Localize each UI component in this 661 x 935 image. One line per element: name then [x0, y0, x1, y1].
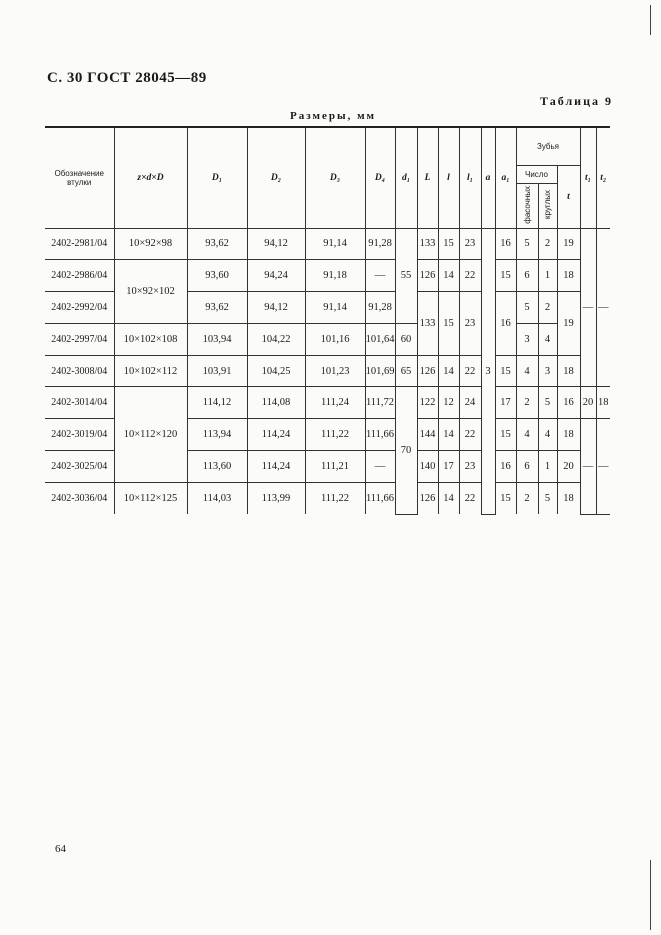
cell-t: 19 — [557, 292, 580, 356]
cell-D3: 111,21 — [305, 451, 365, 483]
cell-round: 3 — [538, 355, 557, 387]
header-round-label: круглых — [543, 189, 552, 220]
header-D1: D₁ — [187, 127, 247, 228]
table-row — [45, 387, 610, 419]
cell-d1: 55 — [395, 228, 417, 323]
cell-l: 12 — [438, 387, 459, 419]
cell-zdD: 10×102×108 — [114, 323, 187, 355]
cell-designation: 2402-3019/04 — [45, 419, 114, 451]
cell-a1: 15 — [495, 419, 516, 451]
cell-zdD: 10×102×112 — [114, 355, 187, 387]
cell-t: 18 — [557, 482, 580, 514]
cell-zdD: 10×112×125 — [114, 482, 187, 514]
cell-t2: — — [596, 419, 610, 514]
cell-D1: 93,62 — [187, 228, 247, 260]
cell-a1: 15 — [495, 260, 516, 292]
cell-D4: 91,28 — [365, 228, 395, 260]
cell-D4: 101,64 — [365, 323, 395, 355]
cell-D3: 91,14 — [305, 228, 365, 260]
cell-l: 14 — [438, 482, 459, 514]
cell-d1: 70 — [395, 387, 417, 514]
cell-D3: 111,22 — [305, 482, 365, 514]
cell-D1: 113,94 — [187, 419, 247, 451]
cell-L: 144 — [417, 419, 438, 451]
cell-l: 14 — [438, 419, 459, 451]
header-t: t — [557, 165, 580, 228]
page-edge-line — [650, 860, 651, 930]
header-teeth: Зубья — [516, 127, 580, 165]
cell-D4: 111,66 — [365, 419, 395, 451]
cell-D4: 91,28 — [365, 292, 395, 324]
cell-L: 122 — [417, 387, 438, 419]
cell-D2: 114,24 — [247, 419, 305, 451]
cell-chamfered: 5 — [516, 228, 538, 260]
cell-round: 2 — [538, 228, 557, 260]
cell-round: 5 — [538, 387, 557, 419]
page-edge-line — [650, 5, 651, 35]
cell-a1: 15 — [495, 482, 516, 514]
cell-D3: 111,22 — [305, 419, 365, 451]
cell-D2: 94,12 — [247, 228, 305, 260]
cell-chamfered: 4 — [516, 355, 538, 387]
cell-chamfered: 4 — [516, 419, 538, 451]
header-chamfered-label: фасочных — [522, 185, 532, 224]
cell-D1: 114,12 — [187, 387, 247, 419]
header-l: l — [438, 127, 459, 228]
cell-t: 20 — [557, 451, 580, 483]
cell-chamfered: 5 — [516, 292, 538, 324]
cell-D1: 114,03 — [187, 482, 247, 514]
cell-D4: — — [365, 260, 395, 292]
cell-D3: 111,24 — [305, 387, 365, 419]
cell-D1: 103,91 — [187, 355, 247, 387]
table-row — [45, 355, 610, 387]
cell-D2: 114,24 — [247, 451, 305, 483]
cell-D4: 101,69 — [365, 355, 395, 387]
cell-round: 2 — [538, 292, 557, 324]
cell-l1: 22 — [459, 482, 481, 514]
cell-t2: 18 — [596, 387, 610, 419]
cell-t: 16 — [557, 387, 580, 419]
cell-designation: 2402-3008/04 — [45, 355, 114, 387]
cell-a1: 15 — [495, 355, 516, 387]
cell-designation: 2402-2997/04 — [45, 323, 114, 355]
cell-L: 126 — [417, 355, 438, 387]
table-row — [45, 482, 610, 514]
cell-a1: 16 — [495, 228, 516, 260]
cell-a: 3 — [481, 228, 495, 514]
table-number: Таблица 9 — [540, 94, 613, 108]
cell-designation: 2402-3036/04 — [45, 482, 114, 514]
cell-round: 5 — [538, 482, 557, 514]
header-D4: D₄ — [365, 127, 395, 228]
cell-D3: 101,16 — [305, 323, 365, 355]
cell-D4: 111,72 — [365, 387, 395, 419]
header-chamfered — [516, 183, 538, 228]
cell-l1: 22 — [459, 260, 481, 292]
cell-D4: — — [365, 451, 395, 483]
cell-D3: 101,23 — [305, 355, 365, 387]
header-d1: d₁ — [395, 127, 417, 228]
cell-chamfered: 6 — [516, 451, 538, 483]
cell-D2: 114,08 — [247, 387, 305, 419]
table-row — [45, 228, 610, 260]
page-title: С. 30 ГОСТ 28045—89 — [47, 70, 207, 86]
cell-d1: 60 — [395, 323, 417, 355]
cell-l1: 22 — [459, 355, 481, 387]
cell-t: 18 — [557, 355, 580, 387]
header-D2: D₂ — [247, 127, 305, 228]
cell-D1: 93,62 — [187, 292, 247, 324]
cell-zdD: 10×112×120 — [114, 387, 187, 482]
cell-d1: 65 — [395, 355, 417, 387]
cell-t: 18 — [557, 419, 580, 451]
cell-D2: 113,99 — [247, 482, 305, 514]
cell-chamfered: 3 — [516, 323, 538, 355]
cell-t: 18 — [557, 260, 580, 292]
cell-L: 126 — [417, 482, 438, 514]
cell-L: 140 — [417, 451, 438, 483]
header-zdD: z×d×D — [114, 127, 187, 228]
table-row — [45, 260, 610, 292]
cell-D4: 111,66 — [365, 482, 395, 514]
cell-L: 126 — [417, 260, 438, 292]
cell-D2: 94,12 — [247, 292, 305, 324]
cell-a1: 16 — [495, 451, 516, 483]
header-round — [538, 183, 557, 228]
cell-round: 4 — [538, 419, 557, 451]
cell-l1: 23 — [459, 451, 481, 483]
cell-zdD: 10×92×102 — [114, 260, 187, 324]
cell-round: 1 — [538, 451, 557, 483]
cell-a1: 16 — [495, 292, 516, 356]
header-a: a — [481, 127, 495, 228]
cell-zdD: 10×92×98 — [114, 228, 187, 260]
header-l1: l₁ — [459, 127, 481, 228]
cell-round: 1 — [538, 260, 557, 292]
cell-l1: 23 — [459, 228, 481, 260]
cell-l: 15 — [438, 228, 459, 260]
cell-l: 14 — [438, 260, 459, 292]
cell-designation: 2402-2992/04 — [45, 292, 114, 324]
cell-t2: — — [596, 228, 610, 387]
cell-D3: 91,18 — [305, 260, 365, 292]
cell-l1: 24 — [459, 387, 481, 419]
cell-chamfered: 2 — [516, 482, 538, 514]
cell-chamfered: 6 — [516, 260, 538, 292]
cell-l: 15 — [438, 292, 459, 356]
cell-D3: 91,14 — [305, 292, 365, 324]
table-row — [45, 323, 610, 355]
cell-D2: 104,25 — [247, 355, 305, 387]
cell-designation: 2402-3014/04 — [45, 387, 114, 419]
cell-D2: 94,24 — [247, 260, 305, 292]
dimensions-table — [45, 126, 610, 515]
header-t1: t₁ — [580, 127, 596, 228]
cell-t: 19 — [557, 228, 580, 260]
cell-D1: 93,60 — [187, 260, 247, 292]
cell-designation: 2402-3025/04 — [45, 451, 114, 483]
cell-t1: — — [580, 228, 596, 387]
cell-D1: 103,94 — [187, 323, 247, 355]
cell-D2: 104,22 — [247, 323, 305, 355]
header-a1: a₁ — [495, 127, 516, 228]
cell-a1: 17 — [495, 387, 516, 419]
cell-designation: 2402-2986/04 — [45, 260, 114, 292]
cell-chamfered: 2 — [516, 387, 538, 419]
cell-l1: 22 — [459, 419, 481, 451]
page-number: 64 — [55, 843, 66, 855]
header-designation: Обозначение втулки — [45, 127, 114, 228]
cell-l: 14 — [438, 355, 459, 387]
header-D3: D₃ — [305, 127, 365, 228]
header-L: L — [417, 127, 438, 228]
cell-l1: 23 — [459, 292, 481, 356]
cell-l: 17 — [438, 451, 459, 483]
header-t2: t₂ — [596, 127, 610, 228]
units-caption: Размеры, мм — [290, 110, 377, 122]
cell-L: 133 — [417, 292, 438, 356]
cell-L: 133 — [417, 228, 438, 260]
cell-round: 4 — [538, 323, 557, 355]
cell-D1: 113,60 — [187, 451, 247, 483]
cell-t1: — — [580, 419, 596, 514]
header-number: Число — [516, 165, 557, 183]
cell-t1: 20 — [580, 387, 596, 419]
cell-designation: 2402-2981/04 — [45, 228, 114, 260]
